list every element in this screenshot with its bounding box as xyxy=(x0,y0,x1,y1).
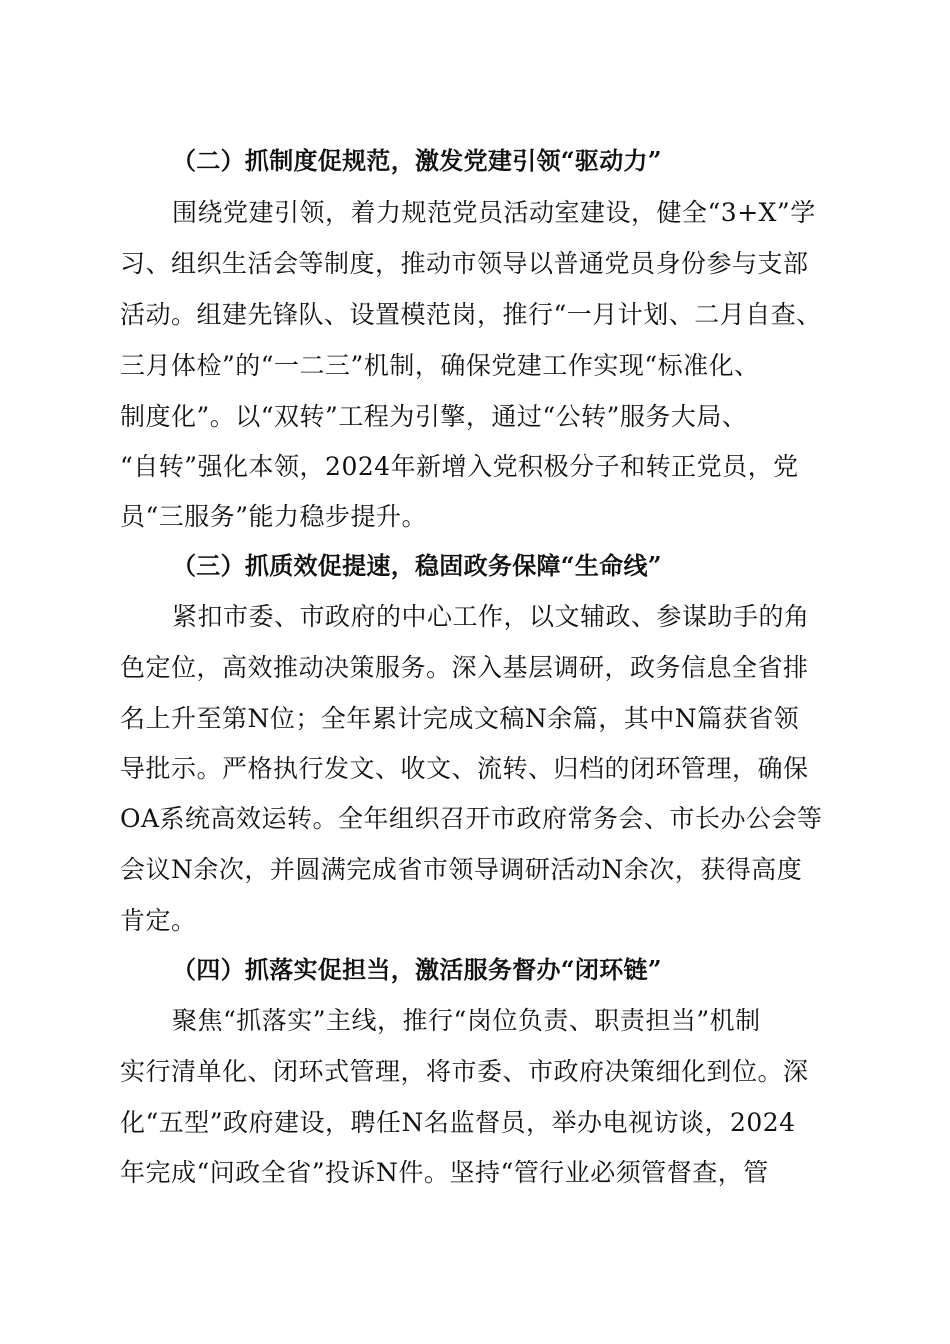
paragraph-line: 导批示。严格执行发文、收文、流转、归档的闭环管理，确保 xyxy=(120,754,809,783)
paragraph-line: 实行清单化、闭环式管理，将市委、市政府决策细化到位。深 xyxy=(120,1057,809,1086)
paragraph-line: OA系统高效运转。全年组织召开市政府常务会、市长办公会等 xyxy=(120,804,823,833)
paragraph-line: 围绕党建引领，着力规范党员活动室建设，健全“3+X”学 xyxy=(172,198,816,227)
paragraph-line: 制度化”。以“双转”工程为引擎，通过“公转”服务大局、 xyxy=(120,402,748,431)
paragraph-line: 员“三服务”能力稳步提升。 xyxy=(120,502,428,531)
section-heading: （二）抓制度促规范，激发党建引领“驱动力” xyxy=(172,146,662,175)
paragraph-line: 习、组织生活会等制度，推动市领导以普通党员身份参与支部 xyxy=(120,249,809,278)
paragraph-line: 肯定。 xyxy=(120,906,197,935)
paragraph-line: 活动。组建先锋队、设置模范岗，推行“一月计划、二月自查、 xyxy=(120,300,822,329)
section-heading: （三）抓质效促提速，稳固政务保障“生命线” xyxy=(172,551,662,580)
paragraph-line: 名上升至第N位；全年累计完成文稿N余篇，其中N篇获省领 xyxy=(120,704,800,733)
paragraph-line: “自转”强化本领，2024年新增入党积极分子和转正党员，党 xyxy=(120,452,799,481)
paragraph-line: 聚焦“抓落实”主线，推行“岗位负责、职责担当”机制 xyxy=(172,1006,761,1035)
section-heading: （四）抓落实促担当，激活服务督办“闭环链” xyxy=(172,955,662,984)
paragraph-line: 年完成“问政全省”投诉N件。坚持“管行业必须管督查，管 xyxy=(120,1158,769,1187)
paragraph-line: 化“五型”政府建设，聘任N名监督员，举办电视访谈，2024 xyxy=(120,1108,796,1137)
paragraph-line: 紧扣市委、市政府的中心工作，以文辅政、参谋助手的角 xyxy=(172,602,810,631)
paragraph-line: 三月体检”的“一二三”机制，确保党建工作实现“标准化、 xyxy=(120,351,760,380)
paragraph-line: 会议N余次，并圆满完成省市领导调研活动N余次，获得高度 xyxy=(120,855,803,884)
paragraph-line: 色定位，高效推动决策服务。深入基层调研，政务信息全省排 xyxy=(120,653,809,682)
